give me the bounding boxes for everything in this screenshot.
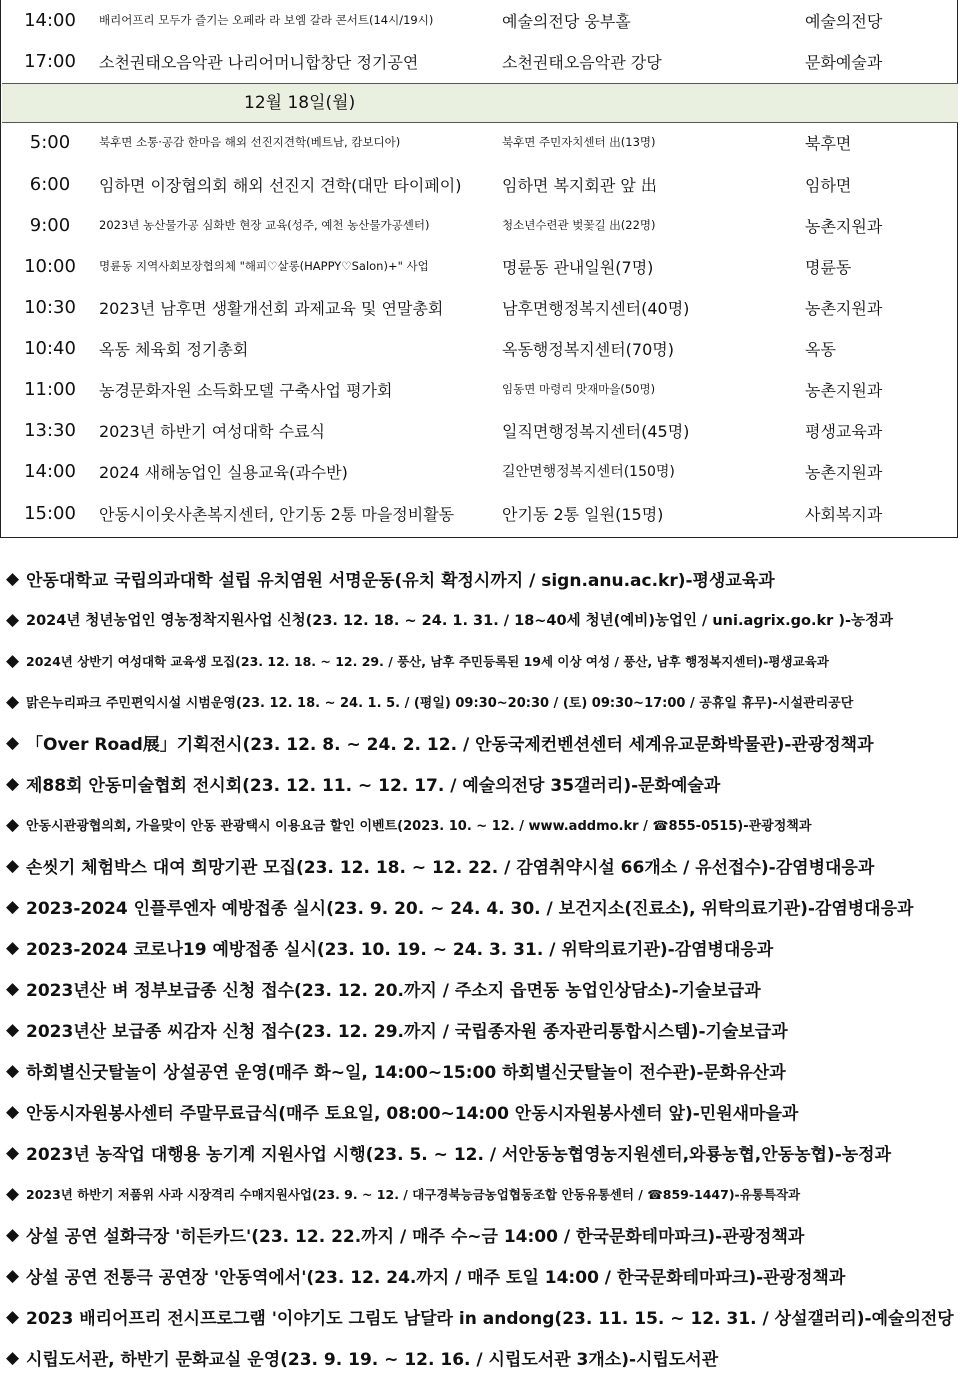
list-item	[6, 558, 956, 599]
row-title: 농경문화자원 소득화모델 구축사업 평가회	[99, 380, 393, 400]
row-title: 2023년 하반기 여성대학 수료식	[99, 421, 325, 441]
row-dept: 평생교육과	[805, 421, 883, 441]
table-row	[2, 369, 958, 409]
diamond-bullet-icon: ◆	[6, 937, 20, 958]
list-item	[6, 640, 956, 681]
list-item	[6, 1132, 956, 1173]
row-time: 6:00	[29, 173, 71, 195]
list-item	[6, 763, 956, 804]
diamond-bullet-icon: ◆	[6, 1101, 20, 1122]
notice-text: 안동대학교 국립의과대학 설립 유치염원 서명운동(유치 확정시까지 / sign.anu.ac.kr)-평생교육과	[26, 571, 775, 591]
list-item	[6, 927, 956, 968]
list-item	[6, 722, 956, 763]
list-item	[6, 1214, 956, 1255]
row-dept: 농촌지원과	[805, 298, 883, 318]
table-row	[2, 41, 958, 81]
row-place: 남후면행정복지센터(40명)	[502, 298, 690, 318]
notice-text: 2023 배리어프리 전시프로그램 '이야기도 그림도 남달라 in andong(23. 11. 15. ~ 12. 31. / 상설갤러리)-예술의전당	[26, 1309, 954, 1329]
row-place: 명륜동 관내일원(7명)	[502, 257, 654, 277]
diamond-bullet-icon: ◆	[6, 896, 20, 917]
list-item	[6, 886, 956, 927]
row-time: 5:00	[29, 131, 71, 153]
diamond-bullet-icon: ◆	[6, 855, 20, 876]
diamond-bullet-icon: ◆	[6, 1142, 20, 1163]
row-title: 안동시이웃사촌복지센터, 안기동 2통 마을정비활동	[99, 504, 455, 524]
notice-text: 맑은누리파크 주민편익시설 시범운영(23. 12. 18. ~ 24. 1. 5. / (평일) 09:30~20:30 / (토) 09:30~17:00 / 공휴일 휴무)-시설관리공단	[26, 696, 854, 711]
row-title: 2023년 농산물가공 심화반 현장 교육(성주, 예천 농산물가공센터)	[99, 218, 430, 232]
row-place: 길안면행정복지센터(150명)	[502, 464, 675, 480]
row-time: 10:00	[24, 255, 76, 277]
row-dept: 임하면	[805, 175, 852, 195]
table-row	[2, 205, 958, 245]
list-item	[6, 968, 956, 1009]
notice-text: 2023년 하반기 저품위 사과 시장격리 수매지원사업(23. 9. ~ 12. / 대구경북능금농업협동조합 안동유통센터 / ☎859-1447)-유통특작과	[26, 1186, 801, 1202]
schedule-table	[0, 0, 958, 538]
row-time: 13:30	[24, 419, 76, 441]
diamond-bullet-icon: ◆	[6, 1019, 20, 1040]
row-dept: 농촌지원과	[805, 380, 883, 400]
row-title: 2024 새해농업인 실용교육(과수반)	[99, 462, 348, 482]
diamond-bullet-icon: ◆	[6, 1265, 20, 1286]
date-header	[2, 83, 958, 123]
row-title: 소천권태오음악관 나리어머니합창단 정기공연	[99, 52, 419, 72]
row-dept: 예술의전당	[805, 11, 883, 31]
row-place: 일직면행정복지센터(45명)	[502, 421, 690, 441]
list-item	[6, 1050, 956, 1091]
diamond-bullet-icon: ◆	[6, 1183, 20, 1204]
table-row	[2, 287, 958, 327]
diamond-bullet-icon: ◆	[6, 609, 20, 630]
row-dept: 옥동	[805, 339, 836, 359]
notice-text: 2023년산 벼 정부보급종 신청 접수(23. 12. 20.까지 / 주소지 읍면동 농업인상담소)-기술보급과	[26, 981, 761, 1001]
diamond-bullet-icon: ◆	[6, 1347, 20, 1368]
notice-text: 2023-2024 인플루엔자 예방접종 실시(23. 9. 20. ~ 24. 4. 30. / 보건지소(진료소), 위탁의료기관)-감염병대응과	[26, 899, 914, 919]
row-title: 배리어프리 모두가 즐기는 오페라 라 보엠 갈라 콘서트(14시/19시)	[99, 13, 434, 27]
row-time: 15:00	[24, 502, 76, 524]
row-time: 9:00	[29, 214, 71, 236]
notice-text: 2023-2024 코로나19 예방접종 실시(23. 10. 19. ~ 24. 3. 31. / 위탁의료기관)-감염병대응과	[26, 940, 774, 960]
table-row	[2, 0, 958, 40]
table-row	[2, 328, 958, 368]
list-item	[6, 1173, 956, 1214]
row-time: 10:30	[24, 296, 76, 318]
row-dept: 사회복지과	[805, 504, 883, 524]
list-item	[6, 1337, 956, 1378]
row-time: 14:00	[24, 460, 76, 482]
diamond-bullet-icon: ◆	[6, 732, 20, 753]
table-row	[2, 122, 958, 162]
list-item	[6, 681, 956, 722]
notice-text: 2024년 상반기 여성대학 교육생 모집(23. 12. 18. ~ 12. 29. / 풍산, 남후 주민등록된 19세 이상 여성 / 풍산, 남후 행정복지센터)-평생교육과	[26, 653, 829, 669]
table-row	[2, 410, 958, 450]
row-dept: 명륜동	[805, 257, 852, 277]
list-item	[6, 1009, 956, 1050]
notice-text: 상설 공연 설화극장 '히든카드'(23. 12. 22.까지 / 매주 수~금 14:00 / 한국문화테마파크)-관광정책과	[26, 1227, 805, 1247]
table-row	[2, 493, 958, 533]
row-place: 임동면 마령리 맛재마을(50명)	[502, 382, 656, 396]
diamond-bullet-icon: ◆	[6, 650, 20, 671]
row-title: 북후면 소통·공감 한마음 해외 선진지견학(베트남, 캄보디아)	[99, 135, 401, 149]
diamond-bullet-icon: ◆	[6, 978, 20, 999]
row-title: 2023년 남후면 생활개선회 과제교육 및 연말총회	[99, 298, 444, 318]
row-title: 임하면 이장협의회 해외 선진지 견학(대만 타이페이)	[99, 175, 462, 195]
row-place: 임하면 복지회관 앞 出	[502, 175, 657, 195]
list-item	[6, 845, 956, 886]
notice-text: 하회별신굿탈놀이 상설공연 운영(매주 화~일, 14:00~15:00 하회별신굿탈놀이 전수관)-문화유산과	[26, 1063, 786, 1083]
notice-text: 「Over Road展」기획전시(23. 12. 8. ~ 24. 2. 12. / 안동국제컨벤션센터 세계유교문화박물관)-관광정책과	[26, 735, 874, 755]
notice-text: 안동시자원봉사센터 주말무료급식(매주 토요일, 08:00~14:00 안동시자원봉사센터 앞)-민원새마을과	[26, 1104, 799, 1124]
row-place: 소천권태오음악관 강당	[502, 52, 662, 72]
row-dept: 북후면	[805, 133, 852, 153]
row-place: 예술의전당 웅부홀	[502, 11, 631, 31]
notice-text: 2023년 농작업 대행용 농기계 지원사업 시행(23. 5. ~ 12. / 서안동농협영농지원센터,와룡농협,안동농협)-농정과	[26, 1145, 892, 1165]
diamond-bullet-icon: ◆	[6, 773, 20, 794]
diamond-bullet-icon: ◆	[6, 814, 20, 835]
row-dept: 문화예술과	[805, 52, 883, 72]
diamond-bullet-icon: ◆	[6, 691, 20, 712]
row-time: 14:00	[24, 9, 76, 31]
table-row	[2, 164, 958, 204]
list-item	[6, 1255, 956, 1296]
row-dept: 농촌지원과	[805, 216, 883, 236]
row-time: 11:00	[24, 378, 76, 400]
notice-text: 상설 공연 전통극 공연장 '안동역에서'(23. 12. 24.까지 / 매주 토일 14:00 / 한국문화테마파크)-관광정책과	[26, 1268, 846, 1288]
list-item	[6, 804, 956, 845]
diamond-bullet-icon: ◆	[6, 1060, 20, 1081]
row-place: 옥동행정복지센터(70명)	[502, 339, 674, 359]
notice-text: 시립도서관, 하반기 문화교실 운영(23. 9. 19. ~ 12. 16. / 시립도서관 3개소)-시립도서관	[26, 1350, 719, 1370]
notice-text: 제88회 안동미술협회 전시회(23. 12. 11. ~ 12. 17. / 예술의전당 35갤러리)-문화예술과	[26, 776, 721, 796]
table-row	[2, 246, 958, 286]
list-item	[6, 1091, 956, 1132]
row-place: 청소년수련관 벚꽃길 出(22명)	[502, 218, 656, 232]
row-place: 북후면 주민자치센터 出(13명)	[502, 135, 656, 149]
row-time: 10:40	[24, 337, 76, 359]
date-header-text: 12월 18일(월)	[244, 93, 356, 113]
notice-text: 2023년산 보급종 씨감자 신청 접수(23. 12. 29.까지 / 국립종자원 종자관리통합시스템)-기술보급과	[26, 1022, 788, 1042]
notice-text: 손씻기 체험박스 대여 희망기관 모집(23. 12. 18. ~ 12. 22. / 감염취약시설 66개소 / 유선접수)-감염병대응과	[26, 858, 875, 878]
table-row	[2, 451, 958, 491]
diamond-bullet-icon: ◆	[6, 1224, 20, 1245]
row-time: 17:00	[24, 50, 76, 72]
notice-text: 안동시관광협의회, 가을맞이 안동 관광택시 이용요금 할인 이벤트(2023. 10. ~ 12. / www.addmo.kr / ☎855-0515)-관광정책과	[26, 819, 812, 834]
notice-text: 2024년 청년농업인 영농정착지원사업 신청(23. 12. 18. ~ 24. 1. 31. / 18~40세 청년(예비)농업인 / uni.agrix.go.kr )-농정과	[26, 613, 893, 629]
row-place: 안기동 2통 일원(15명)	[502, 504, 664, 524]
row-dept: 농촌지원과	[805, 462, 883, 482]
row-title: 옥동 체육회 정기총회	[99, 339, 249, 359]
row-title: 명륜동 지역사회보장협의체 "해피♡살롱(HAPPY♡Salon)+" 사업	[99, 259, 429, 273]
list-item	[6, 1296, 956, 1337]
list-item	[6, 599, 956, 640]
diamond-bullet-icon: ◆	[6, 568, 20, 589]
diamond-bullet-icon: ◆	[6, 1306, 20, 1327]
